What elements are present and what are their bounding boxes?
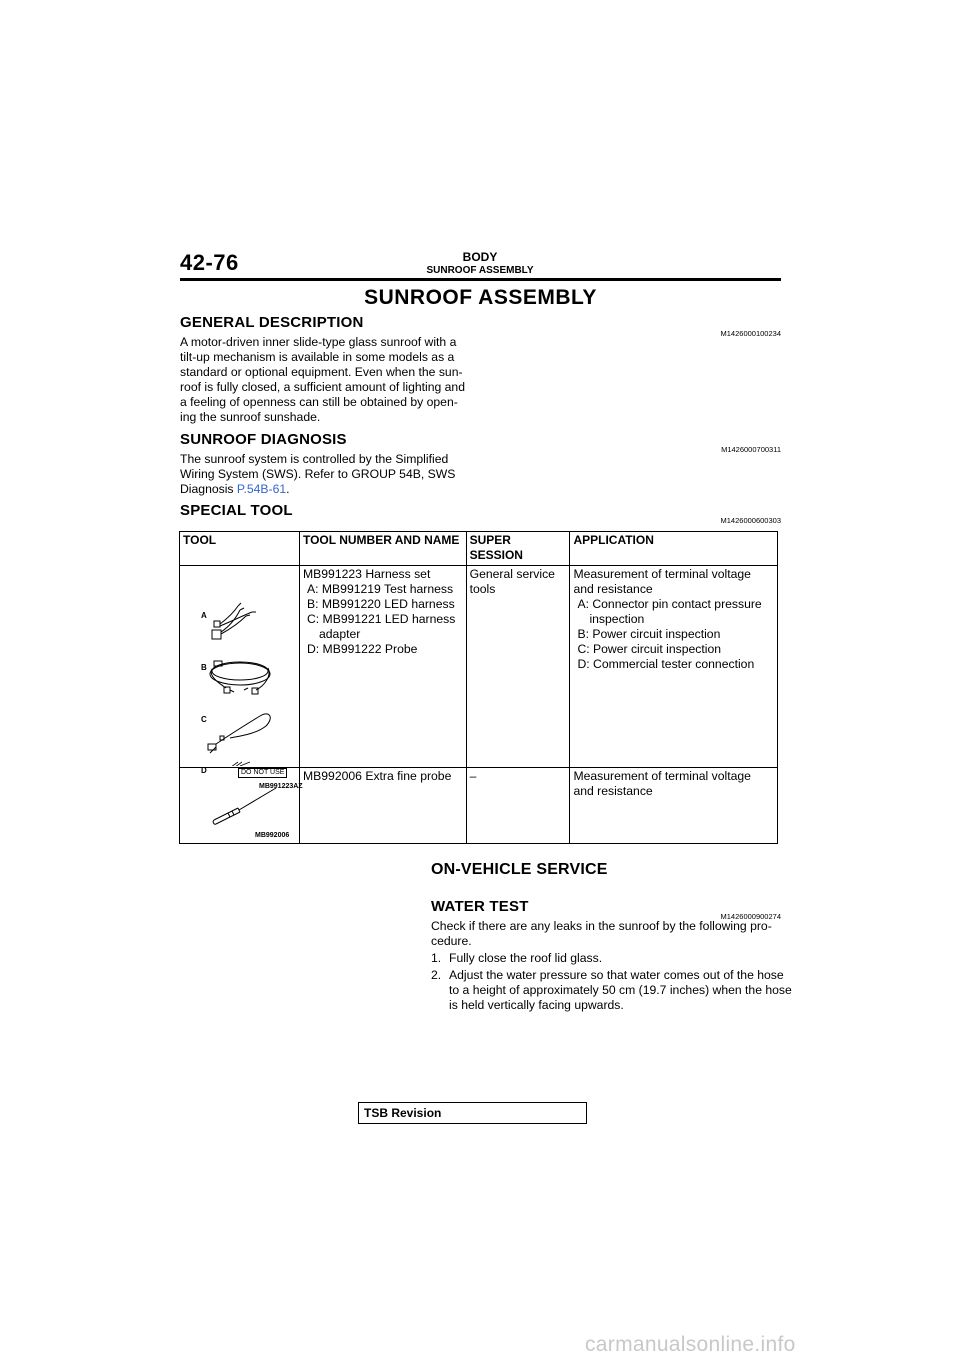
water-test-code: M1426000900274	[720, 912, 781, 921]
text-line: a feeling of openness can still be obtained by open-	[180, 395, 458, 409]
page-title: SUNROOF ASSEMBLY	[364, 286, 597, 309]
general-description-code: M1426000100234	[720, 329, 781, 338]
step-text: Fully close the roof lid glass.	[449, 951, 603, 965]
text-line: cedure.	[431, 934, 472, 948]
illustration-code: MB992006	[255, 832, 290, 839]
illustration-code: MB991223AZ	[259, 783, 303, 790]
application-line: Measurement of terminal voltage	[573, 567, 751, 581]
step-number: 2.	[431, 968, 442, 982]
text-line: The sunroof system is controlled by the Simplified	[180, 452, 449, 466]
super-session-cell: General service tools	[466, 566, 570, 768]
application-cell	[570, 566, 778, 768]
general-description-text	[180, 335, 480, 425]
water-test-heading: WATER TEST	[431, 898, 529, 915]
tool-name-line: MB992006 Extra fine probe	[302, 769, 452, 783]
do-not-use-label: DO NOT USE	[238, 768, 287, 778]
on-vehicle-service-heading: ON-VEHICLE SERVICE	[431, 861, 608, 878]
application-line: B: Power circuit inspection	[577, 627, 721, 641]
table-header-row	[180, 532, 778, 566]
tool-illustration-cell	[180, 768, 300, 844]
diagnosis-code: M1426000700311	[721, 445, 781, 454]
special-tool-heading: SPECIAL TOOL	[180, 502, 293, 519]
application-line: and resistance	[573, 582, 653, 596]
table-row	[180, 566, 778, 768]
group-reference-link[interactable]: P.54B-61	[236, 482, 287, 496]
text-line: standard or optional equipment. Even when the sun-	[180, 365, 463, 379]
tsb-revision-label: TSB Revision	[364, 1106, 442, 1120]
text-line	[180, 482, 480, 497]
application-cell	[570, 768, 778, 844]
text-span: .	[286, 482, 290, 496]
application-line: Measurement of terminal voltage	[573, 769, 751, 783]
text-line: roof is fully closed, a sufficient amount of lighting and	[180, 380, 465, 394]
header-rule	[180, 278, 781, 281]
tool-name-cell	[299, 768, 466, 844]
illustration-letter: A	[201, 611, 207, 620]
column-header: TOOL NUMBER AND NAME	[299, 532, 466, 566]
illustration-letter: D	[201, 766, 207, 775]
tool-name-line: B: MB991220 LED harness	[306, 597, 455, 611]
step-number: 1.	[431, 951, 442, 965]
text-line: Check if there are any leaks in the sunroof by the following pro-	[431, 919, 772, 933]
special-tool-code: M1426000600303	[720, 516, 781, 525]
step-text: Adjust the water pressure so that water comes out of the hose to a height of approximately 50 cm (19.7 inches) when the hose is held vertically facing upwards.	[449, 968, 792, 1012]
illustration-letter: B	[201, 663, 207, 672]
column-header: SUPER SESSION	[466, 532, 570, 566]
text-line: Wiring System (SWS). Refer to GROUP 54B, SWS	[180, 467, 456, 481]
text-line: A motor-driven inner slide-type glass sunroof with a	[180, 335, 457, 349]
tool-name-line: A: MB991219 Test harness	[306, 582, 454, 596]
text-line: ing the sunroof sunshade.	[180, 410, 321, 424]
harness-drawing-icon	[180, 566, 298, 766]
table-row	[180, 768, 778, 844]
watermark: carmanualsonline.info	[585, 1333, 796, 1356]
application-line: and resistance	[573, 784, 653, 798]
application-line: A: Connector pin contact pressure	[577, 597, 762, 611]
general-description-heading: GENERAL DESCRIPTION	[180, 314, 364, 331]
special-tool-table	[179, 531, 778, 844]
tool-name-line: D: MB991222 Probe	[306, 642, 418, 656]
tool-illustration-cell	[180, 566, 303, 790]
tool-name-line: adapter	[318, 627, 361, 641]
water-test-intro	[431, 919, 791, 949]
tool-name-cell	[299, 566, 466, 768]
running-header	[380, 251, 580, 276]
tool-name-line: MB991223 Harness set	[302, 567, 431, 581]
diagnosis-heading: SUNROOF DIAGNOSIS	[180, 431, 347, 448]
harness-set-illustration	[180, 566, 303, 790]
probe-illustration	[180, 768, 298, 842]
application-line: inspection	[589, 612, 645, 626]
diagnosis-text	[180, 452, 480, 497]
header-section-title: SUNROOF ASSEMBLY	[426, 265, 534, 276]
application-line: C: Power circuit inspection	[577, 642, 722, 656]
text-span: Diagnosis	[180, 482, 237, 496]
tool-name-line: C: MB991221 LED harness	[306, 612, 456, 626]
column-header: TOOL	[180, 532, 300, 566]
column-header: APPLICATION	[570, 532, 778, 566]
super-session-cell: –	[466, 768, 570, 844]
page-number: 42-76	[180, 250, 239, 275]
header-group-title: BODY	[462, 250, 498, 264]
application-line: D: Commercial tester connection	[577, 657, 755, 671]
illustration-letter: C	[201, 715, 207, 724]
text-line: tilt-up mechanism is available in some models as a	[180, 350, 455, 364]
